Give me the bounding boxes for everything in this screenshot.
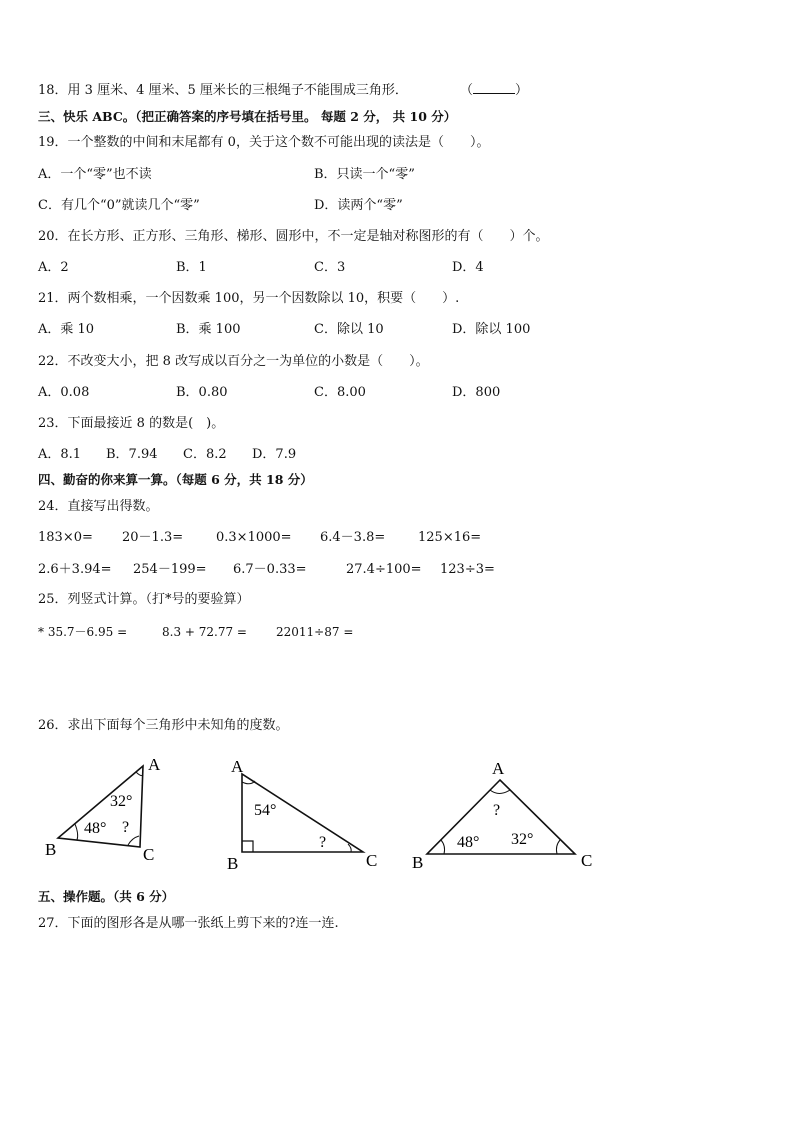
q21-stem: 21．两个数相乘，一个因数乘 100，另一个因数除以 10，积要（ ）. xyxy=(38,291,460,306)
q21-option-c[interactable]: C．除以 10 xyxy=(314,322,384,337)
q23-option-b[interactable]: B．7.94 xyxy=(106,447,158,462)
q25-item: 22011÷87 = xyxy=(276,625,354,639)
q18-line xyxy=(38,82,408,100)
q22-option-d[interactable]: D．800 xyxy=(452,385,501,400)
q26-stem: 26．求出下面每个三角形中未知角的度数。 xyxy=(38,718,289,733)
triangle-1 xyxy=(45,755,161,864)
q24-item: 125×16= xyxy=(418,530,482,545)
paren-left: （ xyxy=(460,83,474,98)
tri3-vertex-c: C xyxy=(581,851,593,870)
q24-item: 2.6＋3.94= xyxy=(38,562,112,577)
q18-answer-blank[interactable] xyxy=(460,82,528,100)
q21-option-d[interactable]: D．除以 100 xyxy=(452,322,531,337)
q25-item: * 35.7－6.95 = xyxy=(38,625,128,639)
q23-option-c[interactable]: C．8.2 xyxy=(183,447,227,462)
answer-line xyxy=(473,82,515,94)
q20-stem: 20．在长方形、正方形、三角形、梯形、圆形中，不一定是轴对称图形的有（ ）个。 xyxy=(38,229,549,244)
q22-option-c[interactable]: C．8.00 xyxy=(314,385,366,400)
tri2-angle-a: 54° xyxy=(254,802,277,819)
tri3-vertex-b: B xyxy=(412,853,424,872)
tri3-angle-c: 32° xyxy=(511,831,534,848)
tri1-vertex-c: C xyxy=(143,845,155,864)
tri2-vertex-c: C xyxy=(366,851,378,870)
q22-stem: 22．不改变大小，把 8 改写成以百分之一为单位的小数是（ ）。 xyxy=(38,354,429,369)
q20-option-c[interactable]: C．3 xyxy=(314,260,346,275)
q24-item: 0.3×1000= xyxy=(216,530,292,545)
triangles-figure xyxy=(0,748,794,878)
q23-stem: 23．下面最接近 8 的数是( )。 xyxy=(38,416,225,431)
section-4-heading: 四、勤奋的你来算一算。（每题 6 分，共 18 分） xyxy=(38,472,313,487)
q24-item: 6.4－3.8= xyxy=(320,530,386,545)
tri2-angle-c: ? xyxy=(319,834,327,851)
tri2-vertex-b: B xyxy=(227,854,239,873)
q20-option-a[interactable]: A．2 xyxy=(38,260,69,275)
q24-item: 123÷3= xyxy=(440,562,495,577)
tri1-vertex-a: A xyxy=(148,755,161,774)
q19-option-c[interactable]: C．有几个“0”就读几个“零” xyxy=(38,198,200,213)
q27-stem: 27．下面的图形各是从哪一张纸上剪下来的?连一连. xyxy=(38,916,339,931)
tri1-angle-c: ? xyxy=(122,819,130,836)
q19-option-b[interactable]: B．只读一个“零” xyxy=(314,167,415,182)
q23-option-a[interactable]: A．8.1 xyxy=(38,447,82,462)
q22-option-a[interactable]: A．0.08 xyxy=(38,385,90,400)
q25-item: 8.3 + 72.77 = xyxy=(162,625,247,639)
tri3-angle-a: ? xyxy=(493,802,501,819)
q23-option-d[interactable]: D．7.9 xyxy=(252,447,297,462)
section-3-heading: 三、快乐 ABC。（把正确答案的序号填在括号里。 每题 2 分， 共 10 分） xyxy=(38,109,457,124)
tri2-vertex-a: A xyxy=(231,757,244,776)
q24-stem: 24．直接写出得数。 xyxy=(38,499,159,514)
paren-right: ） xyxy=(515,83,529,98)
tri1-vertex-b: B xyxy=(45,840,57,859)
triangle-3 xyxy=(412,759,592,872)
q19-option-d[interactable]: D．读两个“零” xyxy=(314,198,403,213)
tri3-vertex-a: A xyxy=(492,759,505,778)
q21-option-a[interactable]: A．乘 10 xyxy=(38,322,95,337)
tri1-angle-b: 48° xyxy=(84,820,107,837)
q21-option-b[interactable]: B．乘 100 xyxy=(176,322,241,337)
q19-option-a[interactable]: A．一个“零”也不读 xyxy=(38,167,152,182)
tri3-angle-b: 48° xyxy=(457,834,480,851)
q24-item: 183×0= xyxy=(38,530,93,545)
q20-option-b[interactable]: B．1 xyxy=(176,260,207,275)
q24-item: 6.7－0.33= xyxy=(233,562,307,577)
q20-option-d[interactable]: D．4 xyxy=(452,260,484,275)
q22-option-b[interactable]: B．0.80 xyxy=(176,385,228,400)
q25-stem: 25．列竖式计算。（打*号的要验算） xyxy=(38,592,250,607)
q19-stem: 19．一个整数的中间和末尾都有 0，关于这个数不可能出现的读法是（ ）。 xyxy=(38,135,490,150)
q24-item: 254－199= xyxy=(133,562,207,577)
q24-item: 20－1.3= xyxy=(122,530,184,545)
tri1-angle-a: 32° xyxy=(110,793,133,810)
q24-item: 27.4÷100= xyxy=(346,562,422,577)
q18-text: 18．用 3 厘米、4 厘米、5 厘米长的三根绳子不能围成三角形． xyxy=(38,83,408,98)
section-5-heading: 五、操作题。（共 6 分） xyxy=(38,889,175,904)
triangle-2 xyxy=(227,757,377,873)
